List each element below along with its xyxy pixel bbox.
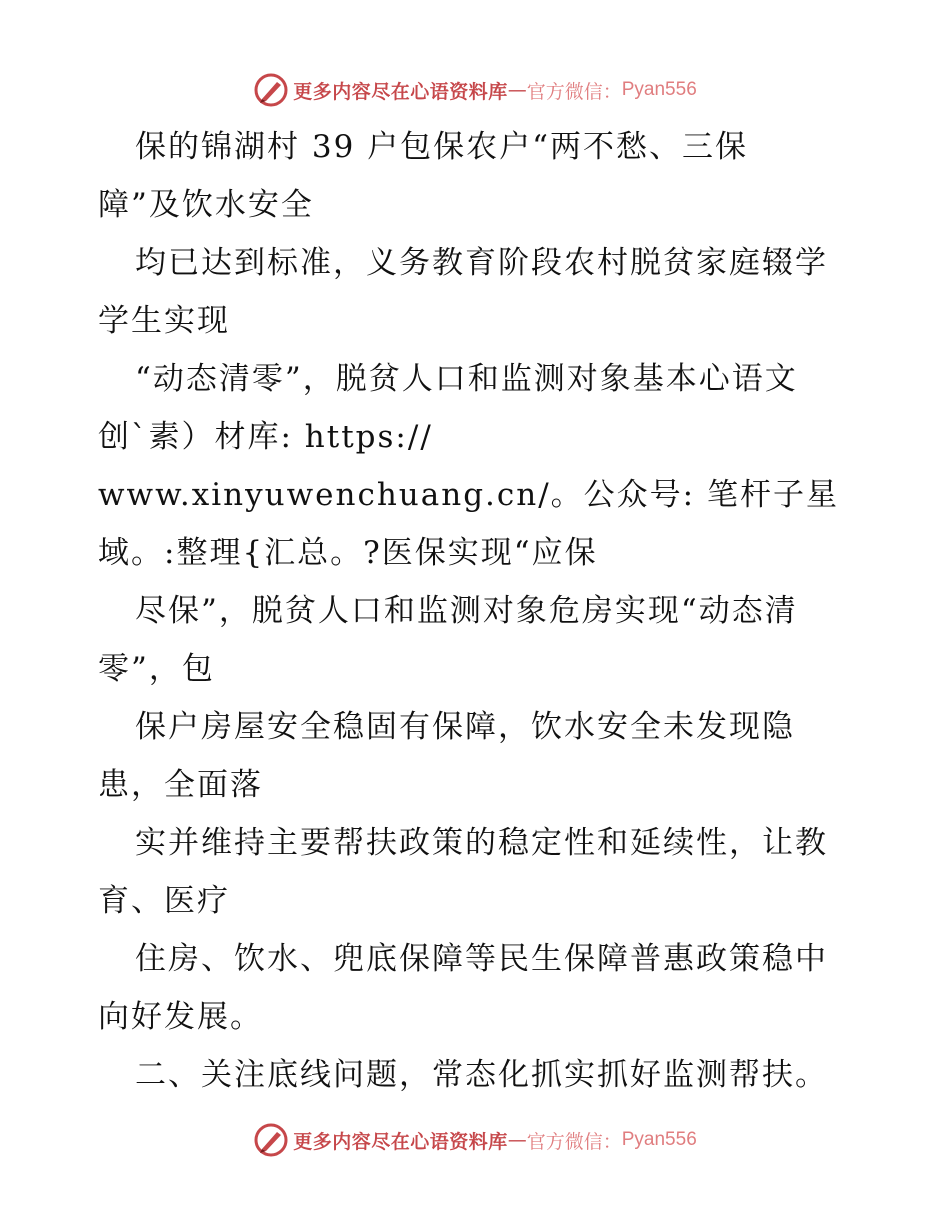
pen-logo-icon	[253, 1122, 289, 1158]
text-line: 实并维持主要帮扶政策的稳定性和延续性，让教	[135, 825, 828, 861]
text-line: 均已达到标准，义务教育阶段农村脱贫家庭辍学	[135, 245, 828, 281]
banner-wechat-id: Pyan556	[621, 1129, 697, 1150]
text-line: 创`素）材库: https://	[98, 419, 433, 455]
text-line: www.xinyuwenchuang.cn/。公众号: 笔杆子星	[98, 477, 839, 513]
text-line: “动态清零”，脱贫人口和监测对象基本心语文	[135, 361, 798, 397]
text-line: 零”，包	[98, 651, 215, 687]
document-body	[98, 118, 858, 1104]
section-heading: 二、关注底线问题，常态化抓实抓好监测帮扶。	[135, 1057, 828, 1093]
banner-separator: —	[507, 79, 527, 101]
header-watermark	[0, 70, 950, 110]
banner-wechat-id: Pyan556	[621, 79, 697, 100]
text-line: 尽保”，脱贫人口和监测对象危房实现“动态清	[135, 593, 798, 629]
banner-separator: —	[507, 1129, 527, 1151]
banner-main-text: 更多内容尽在心语资料库	[293, 80, 508, 103]
text-line: 患，全面落	[98, 767, 263, 803]
text-line: 学生实现	[98, 303, 230, 339]
text-line: 障”及饮水安全	[98, 187, 314, 223]
text-line: 保户房屋安全稳固有保障，饮水安全未发现隐	[135, 709, 795, 745]
pen-logo-icon	[253, 72, 289, 108]
banner-official-label: 官方微信：	[526, 80, 622, 103]
text-line: 育、医疗	[98, 883, 230, 919]
text-line: 保的锦湖村 39 户包保农户“两不愁、三保	[135, 129, 749, 165]
text-line: 向好发展。	[98, 999, 263, 1035]
banner-official-label: 官方微信：	[526, 1130, 622, 1153]
banner-main-text: 更多内容尽在心语资料库	[293, 1130, 508, 1153]
text-line: 住房、饮水、兜底保障等民生保障普惠政策稳中	[135, 941, 828, 977]
text-line: 域。:整理{汇总。?医保实现“应保	[98, 535, 598, 571]
footer-watermark	[0, 1120, 950, 1160]
